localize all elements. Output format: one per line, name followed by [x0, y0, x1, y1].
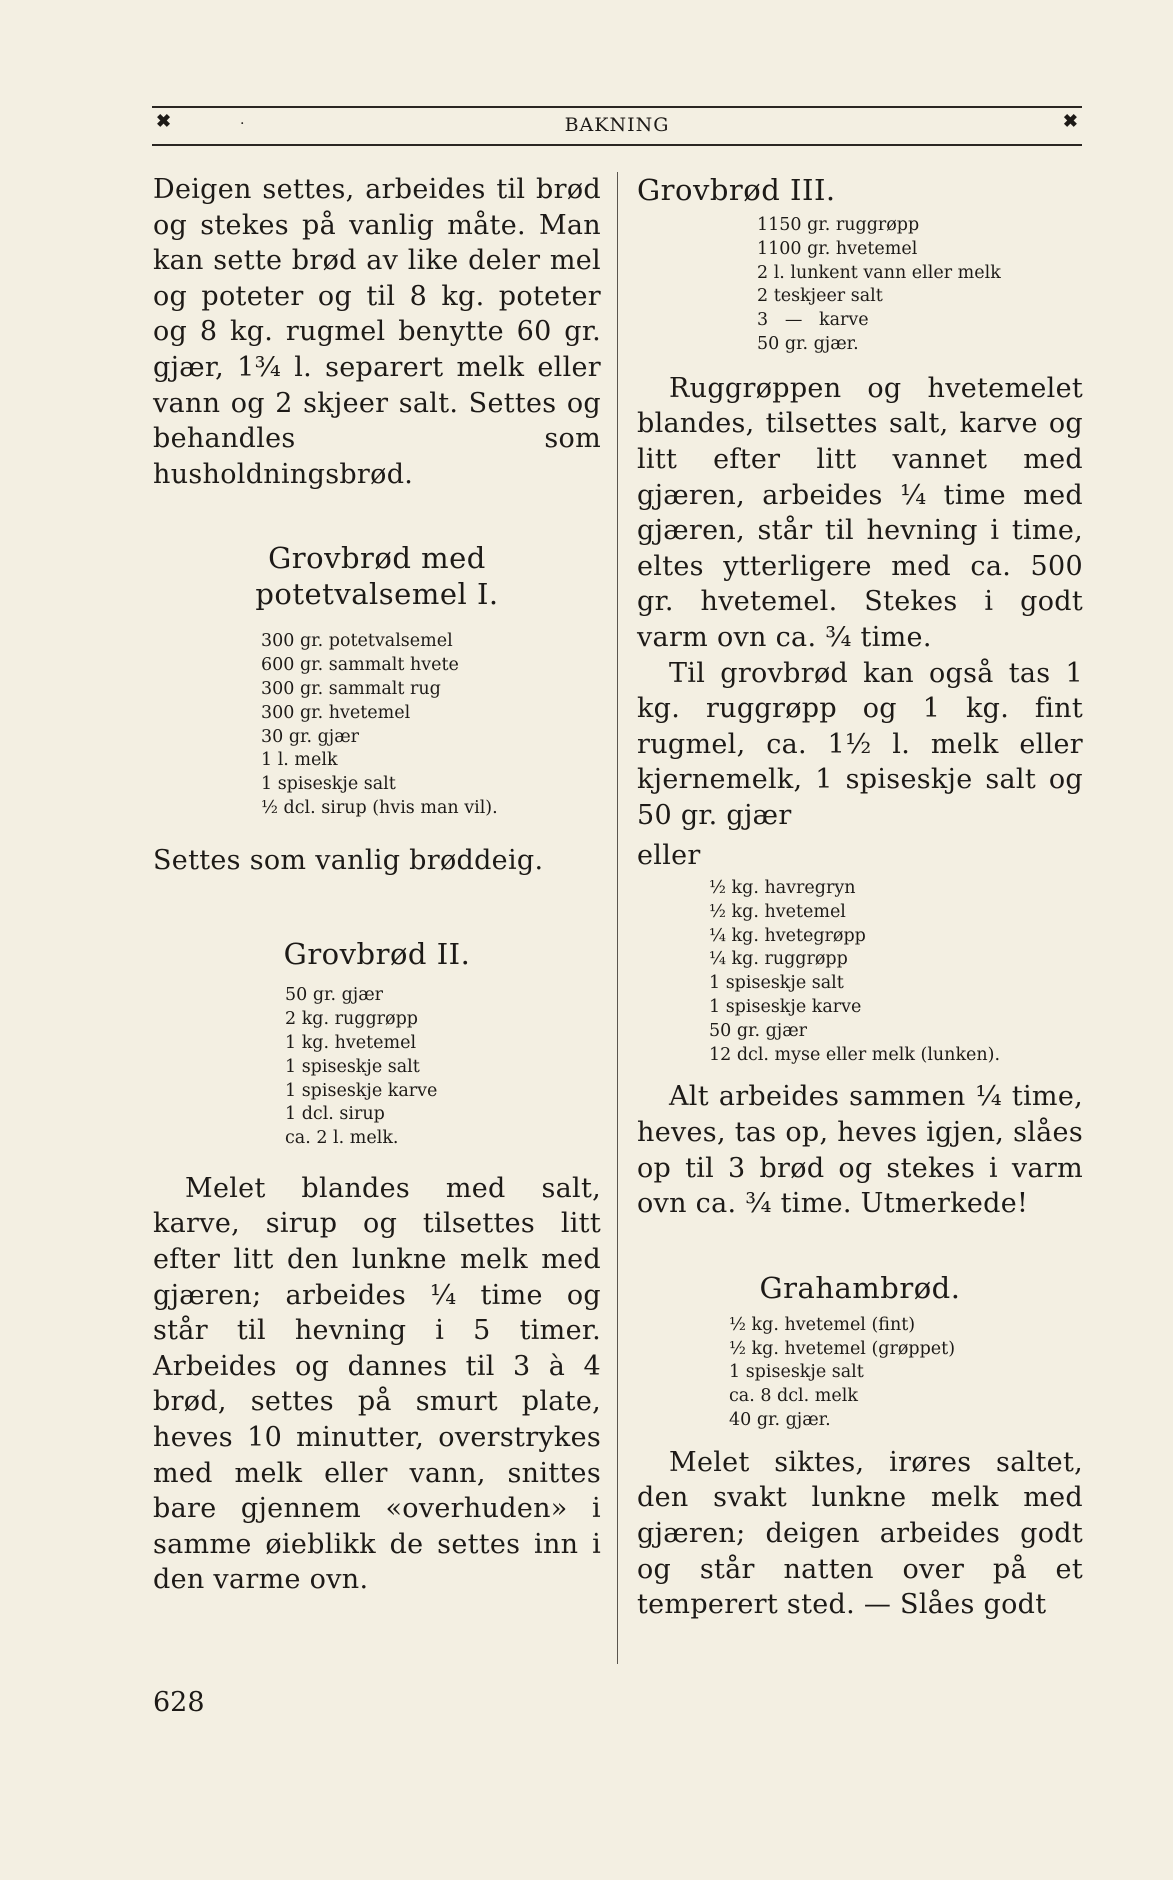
ornament-icon: ✖ [156, 111, 172, 132]
ingredient: ca. 2 l. melk. [285, 1128, 399, 1149]
method-paragraph: Melet siktes, irøres saltet, den svakt lunkne melk med gjæren; deigen arbeides godt og står natten over på et temperert sted. — Slåes godt [637, 1446, 1083, 1621]
ingredient: 1150 gr. ruggrøpp [757, 215, 920, 235]
ingredient: 1 spiseskje karve [285, 1080, 438, 1101]
ingredient: 300 gr. sammalt rug [261, 678, 441, 699]
ingredient-list [709, 877, 1083, 1067]
left-column [153, 172, 601, 1598]
ingredient: 3 — karve [757, 310, 869, 331]
recipe-title: Grahambrød. [759, 1270, 961, 1305]
ingredient: 1 l. melk [261, 750, 338, 771]
method-paragraph: Ruggrøppen og hvetemelet blandes, tilsettes salt, karve og litt efter litt vannet med gjæren, arbeides ¼ time med gjæren, står til hevning i time, eltes ytterligere med ca. 500 gr. hvetemel. Stekes i godt varm ovn ca. ¾ time. [637, 372, 1083, 653]
method-paragraph: Melet blandes med salt, karve, sirup og tilsettes litt efter litt den lunkne melk med gjæren; arbeides ¼ time og står til hevning i 5 timer. Arbeides og dannes til 3 à 4 brød, settes på smurt plate, heves 10 minutter, overstrykes med melk eller vann, snittes bare gjennem «overhuden» i samme øieblikk de settes inn i den varme ovn. [153, 1172, 601, 1596]
ingredient: ca. 8 dcl. melk [729, 1386, 858, 1407]
running-header [152, 106, 1082, 146]
or-label: eller [637, 839, 701, 871]
intro-paragraph: Deigen settes, arbeides til brød og stekes på vanlig måte. Man kan sette brød av like deler mel og poteter og til 8 kg. poteter og 8 kg. rugmel benytte 60 gr. gjær, 1¾ l. separert melk eller vann og 2 skjeer salt. Settes og behandles som husholdningsbrød. [153, 174, 601, 490]
ingredient: 2 teskjeer salt [757, 286, 883, 307]
recipe-title: Grovbrød II. [283, 937, 471, 972]
ingredient: ¼ kg. ruggrøpp [709, 949, 848, 970]
ingredient-list [757, 214, 1083, 357]
ingredient-list [261, 630, 601, 820]
ingredient: 300 gr. hvetemel [261, 702, 411, 723]
page-number: 628 [153, 1687, 205, 1718]
ingredient: 1 dcl. sirup [285, 1104, 385, 1125]
ingredient: 1100 gr. hvetemel [757, 238, 918, 259]
ingredient: 1 spiseskje salt [729, 1362, 864, 1383]
ingredient: 12 dcl. myse eller melk (lunken). [709, 1044, 1001, 1065]
ingredient: 2 l. lunkent vann eller melk [757, 262, 1001, 283]
ingredient: 1 kg. hvetemel [285, 1032, 417, 1053]
method-paragraph: Alt arbeides sammen ¼ time, heves, tas op, heves igjen, slåes op til 3 brød og stekes i varm ovn ca. ¾ time. Utmerkede! [637, 1081, 1083, 1220]
ingredient: 1 spiseskje karve [709, 997, 862, 1018]
ingredient: 2 kg. ruggrøpp [285, 1009, 418, 1030]
ingredient: ½ kg. havregryn [709, 878, 856, 899]
column-divider [617, 172, 618, 1664]
ingredient: 40 gr. gjær. [729, 1410, 831, 1431]
variant-paragraph: Til grovbrød kan også tas 1 kg. ruggrøpp og 1 kg. fint rugmel, ca. 1½ l. melk eller kjernemelk, 1 spiseskje salt og 50 gr. gjær [637, 657, 1083, 831]
right-column [637, 172, 1083, 1623]
ingredient: ½ kg. hvetemel [709, 901, 846, 922]
ingredient: 1 spiseskje salt [709, 973, 844, 994]
header-title: BAKNING [564, 114, 670, 136]
recipe-title: Grovbrød med potetvalsemel I. [255, 541, 499, 612]
ingredient: ½ kg. hvetemel (grøppet) [729, 1338, 956, 1359]
ingredient-list [285, 984, 601, 1151]
ingredient: 50 gr. gjær. [757, 333, 859, 354]
ingredient: ½ kg. hvetemel (fint) [729, 1314, 916, 1335]
header-dot: . [240, 112, 245, 128]
recipe-title: Grovbrød III. [637, 173, 836, 207]
ingredient: 600 gr. sammalt hvete [261, 655, 459, 676]
method-paragraph: Settes som vanlig brøddeig. [153, 844, 544, 876]
ingredient: 50 gr. gjær [709, 1020, 808, 1041]
ingredient: 30 gr. gjær [261, 726, 360, 747]
ingredient-list [729, 1314, 1083, 1433]
ingredient: ¼ kg. hvetegrøpp [709, 925, 866, 946]
ingredient: ½ dcl. sirup (hvis man vil). [261, 797, 498, 818]
ornament-icon: ✖ [1062, 111, 1078, 132]
ingredient: 1 spiseskje salt [285, 1056, 420, 1077]
ingredient: 300 gr. potetvalsemel [261, 631, 453, 652]
ingredient: 1 spiseskje salt [261, 774, 396, 795]
ingredient: 50 gr. gjær [285, 985, 384, 1006]
